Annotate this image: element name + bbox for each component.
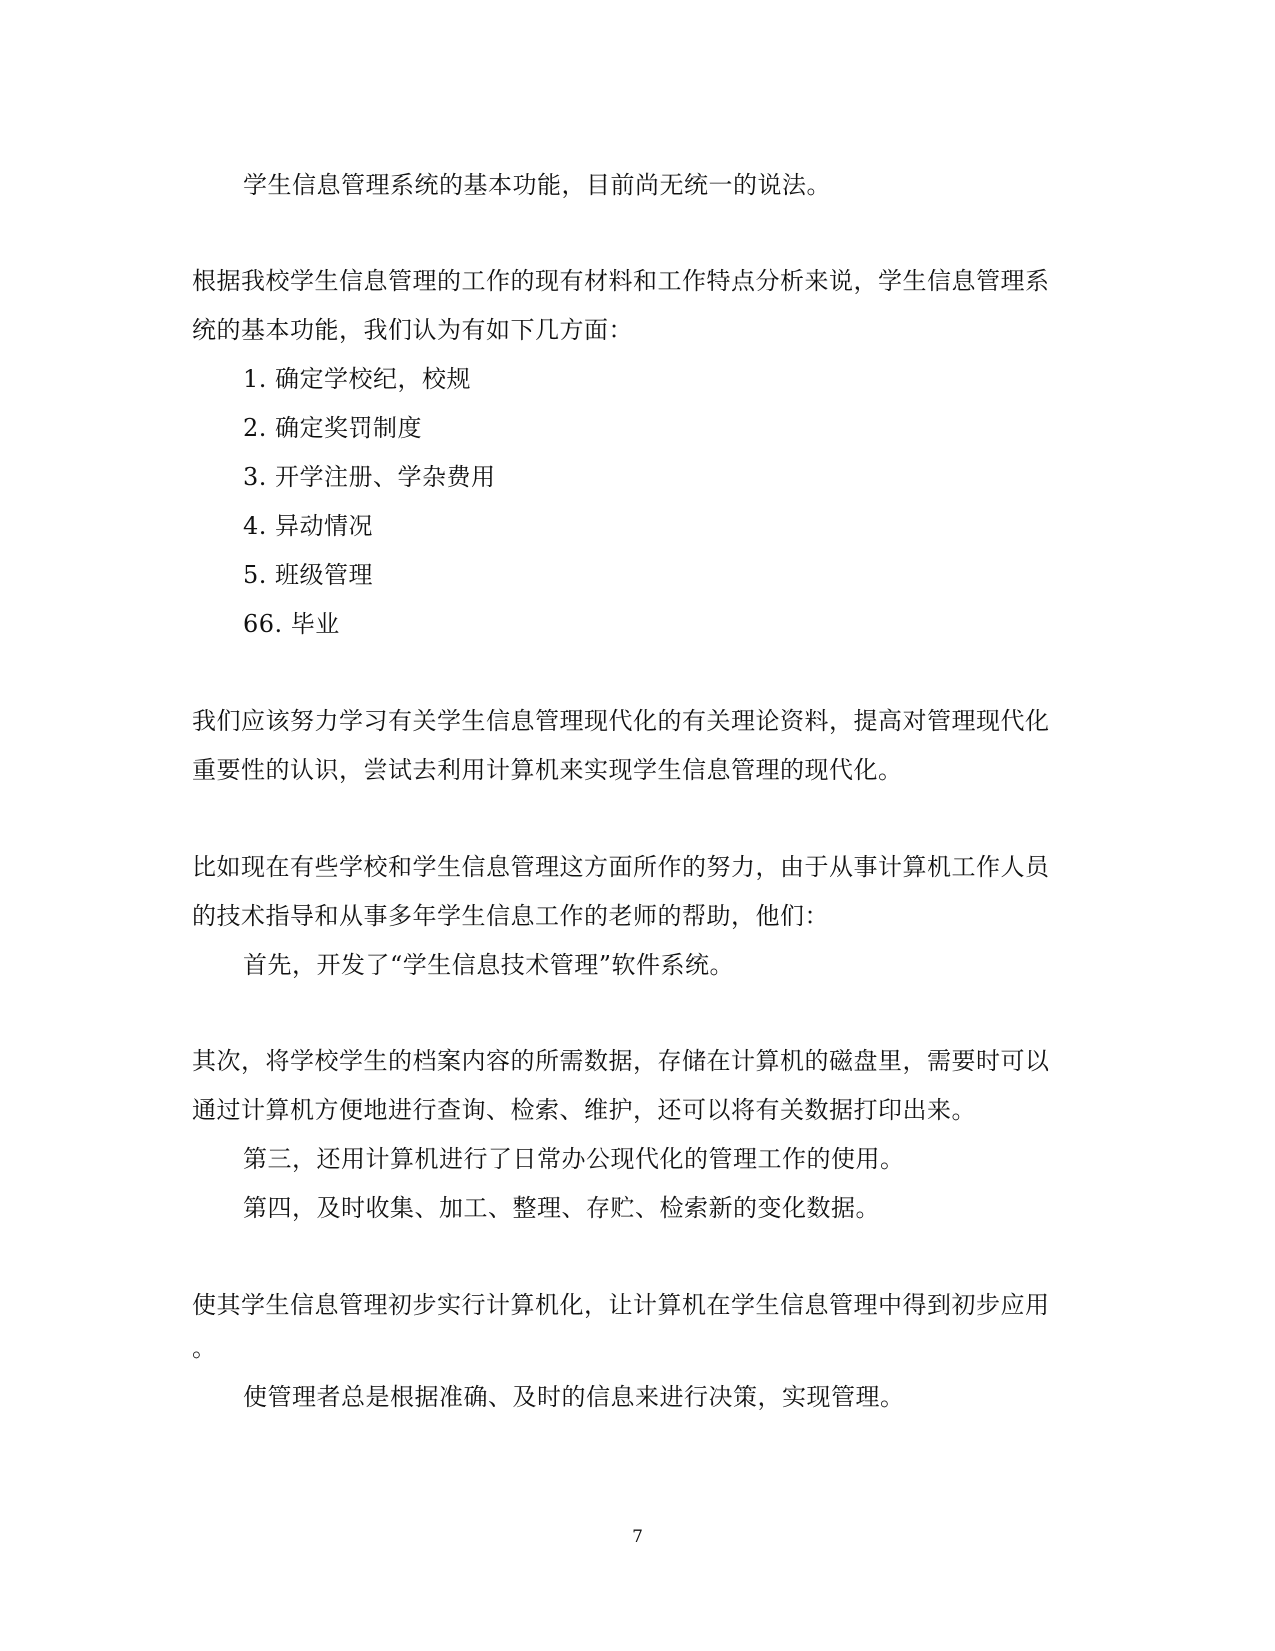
text-line: 使其学生信息管理初步实行计算机化，让计算机在学生信息管理中得到初步应用 bbox=[192, 1291, 1050, 1319]
text-line: 统的基本功能，我们认为有如下几方面： bbox=[192, 316, 633, 344]
text-line: 学生信息管理系统的基本功能，目前尚无统一的说法。 bbox=[243, 171, 831, 199]
text-line: 。 bbox=[192, 1334, 217, 1362]
text-line: 的技术指导和从事多年学生信息工作的老师的帮助，他们： bbox=[192, 902, 829, 930]
text-line: 使管理者总是根据准确、及时的信息来进行决策，实现管理。 bbox=[243, 1383, 905, 1411]
list-item: 1. 确定学校纪，校规 bbox=[243, 365, 472, 393]
page-number: 7 bbox=[632, 1527, 643, 1547]
text-line: 其次，将学校学生的档案内容的所需数据，存储在计算机的磁盘里，需要时可以 bbox=[192, 1047, 1050, 1075]
text-line: 我们应该努力学习有关学生信息管理现代化的有关理论资料，提高对管理现代化 bbox=[192, 707, 1050, 735]
list-item: 5. 班级管理 bbox=[243, 561, 374, 589]
text-line: 通过计算机方便地进行查询、检索、维护，还可以将有关数据打印出来。 bbox=[192, 1096, 976, 1124]
list-item: 4. 异动情况 bbox=[243, 512, 374, 540]
text-line: 比如现在有些学校和学生信息管理这方面所作的努力，由于从事计算机工作人员 bbox=[192, 853, 1050, 881]
text-line: 第四，及时收集、加工、整理、存贮、检索新的变化数据。 bbox=[243, 1194, 880, 1222]
text-line: 重要性的认识，尝试去利用计算机来实现学生信息管理的现代化。 bbox=[192, 756, 903, 784]
text-line: 根据我校学生信息管理的工作的现有材料和工作特点分析来说，学生信息管理系 bbox=[192, 267, 1050, 295]
text-line: 第三，还用计算机进行了日常办公现代化的管理工作的使用。 bbox=[243, 1145, 905, 1173]
list-item: 3. 开学注册、学杂费用 bbox=[243, 463, 496, 491]
text-line: 首先，开发了“学生信息技术管理”软件系统。 bbox=[243, 951, 735, 979]
list-item: 2. 确定奖罚制度 bbox=[243, 414, 423, 442]
list-item: 66. 毕业 bbox=[243, 610, 340, 638]
